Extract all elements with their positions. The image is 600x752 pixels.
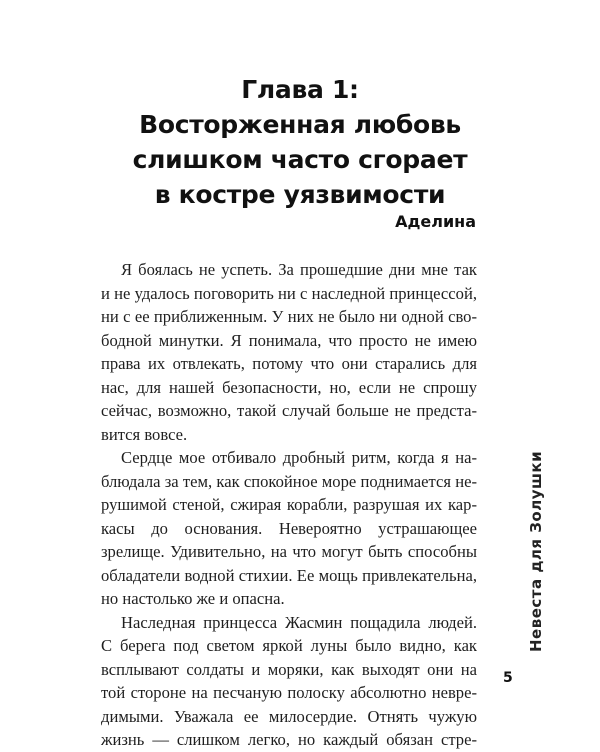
text-line: блюдала за тем, как спокойное море поднимается не- xyxy=(101,471,477,491)
text-line: жизнь — слишком легко, но каждый обязан стре- xyxy=(101,730,477,749)
chapter-title-line: Глава 1: xyxy=(241,75,359,104)
chapter-title-line: в костре уязвимости xyxy=(154,180,446,209)
text-line: С берега под светом яркой луны было видно, как xyxy=(101,636,477,655)
chapter-heading xyxy=(0,72,600,212)
text-line: ни с ее приближенным. У них не было ни одной сво- xyxy=(101,307,477,326)
text-line: права их отвлекать, потому что они старались для xyxy=(101,354,477,373)
text-line: той стороне на песчаную полоску абсолютно невре- xyxy=(101,683,477,702)
text-line: но настолько же и опасна. xyxy=(101,589,285,608)
text-line: и не удалось поговорить ни с наследной принцессой, xyxy=(101,283,477,303)
text-line: обладатели водной стихии. Ее мощь привлекательна, xyxy=(101,565,477,585)
text-line: касы до основания. Невероятно устрашающее xyxy=(101,518,477,538)
text-line: Я боялась не успеть. За прошедшие дни мне так xyxy=(121,260,477,279)
text-line: рушимой стеной, сжирая корабли, разрушая их кар- xyxy=(101,495,477,514)
text-line: Сердце мое отбивало дробный ритм, когда я на- xyxy=(121,448,477,467)
chapter-title-line: слишком часто сгорает xyxy=(132,145,468,174)
text-line: Наследная принцесса Жасмин пощадила людей. xyxy=(121,612,477,632)
text-line: вится вовсе. xyxy=(101,424,188,444)
text-line: всплывают солдаты и моряки, как выходят они на xyxy=(101,659,477,679)
text-line: сейчас, возможно, такой случай больше не предста- xyxy=(101,401,477,420)
text-line: зрелище. Удивительно, на что могут быть способны xyxy=(101,542,477,561)
running-title: Невеста для Золушки xyxy=(527,450,545,652)
text-line: нас, для нашей безопасности, но, если не спрошу xyxy=(101,377,477,397)
narrator-name: Аделина xyxy=(395,212,476,231)
body-text xyxy=(101,258,477,752)
text-line: димыми. Уважала ее милосердие. Отнять чужую xyxy=(101,706,477,726)
page-number: 5 xyxy=(503,670,513,686)
text-line: бодной минутки. Я понимала, что просто не имею xyxy=(101,330,477,350)
chapter-title-line: Восторженная любовь xyxy=(139,110,461,139)
